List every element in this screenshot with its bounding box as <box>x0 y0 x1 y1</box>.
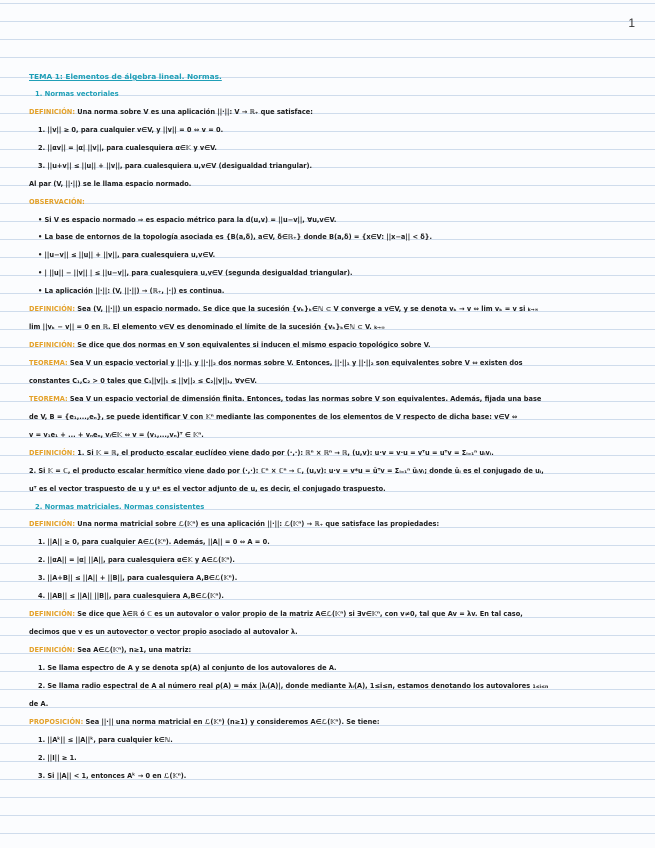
max-subscript: 1≤i≤n <box>532 684 549 690</box>
definition-norma-matricial <box>29 516 634 534</box>
property-item: 4. ||AB|| ≤ ||A|| ||B||, para cualesquiera A,B∈ℒ(𝕂ⁿ). <box>38 592 224 601</box>
definition-label: DEFINICIÓN: <box>29 448 75 457</box>
definition-autovalor <box>29 606 634 624</box>
definition-text: Se dice que dos normas en V son equivalentes si inducen el mismo espacio topológico sobre V. <box>74 341 431 350</box>
definition-producto-escalar-cont: 2. Si 𝕂 = ℂ, el producto escalar hermítico viene dado por (·,·): ℂⁿ × ℂⁿ → ℂ, (u,v): u·v = v*u = ūᵀv = Σᵢ₌₁ⁿ ūᵢvᵢ; donde ūᵢ es el conjugado de uᵢ, <box>29 466 544 475</box>
definition-label: DEFINICIÓN: <box>29 610 75 619</box>
definition-text: 1. Si 𝕂 = ℝ, el producto escalar euclídeo viene dado por (·,·): ℝⁿ × ℝⁿ → ℝ, (u,v): u·v = v·u = vᵀu = uᵀv = Σᵢ₌₁ⁿ uᵢvᵢ. <box>74 448 494 457</box>
chapter-title: TEMA 1: Elementos de álgebra lineal. Normas. <box>29 72 222 81</box>
notes-sheet <box>29 68 634 786</box>
espacio-normado-text: Al par (V, ||·||) se le llama espacio normado. <box>29 179 192 188</box>
definition-text: Una norma sobre V es una aplicación ||·||: V → ℝ₊ que satisface: <box>74 107 313 116</box>
observation-item: • La base de entornos de la topología asociada es {B(a,δ), a∈V, δ∈ℝ₊} donde B(a,δ) = {x∈V: ||x−a|| < δ}. <box>38 233 432 242</box>
page-number: 1 <box>628 16 635 30</box>
limit-subscript: k→∞ <box>374 326 385 332</box>
definition-text: lim ||vₖ − v|| = 0 en ℝ. El elemento v∈V es denominado el límite de la sucesión {vₖ}ₖ∈ℕ ⊂ V. <box>29 323 372 332</box>
theorem-equivalencia-cont: constantes C₁,C₂ > 0 tales que C₁||v||₁ ≤ ||v||₂ ≤ C₂||v||₁, ∀v∈V. <box>29 376 257 385</box>
proposition-item: 1. ||Aᵏ|| ≤ ||A||ᵏ, para cualquier k∈ℕ. <box>38 735 173 744</box>
proposition-item: 3. Si ||A|| < 1, entonces Aᵏ → 0 en ℒ(𝕂ⁿ). <box>38 771 187 780</box>
theorem-dimension-finita-cont: v = v₁e₁ + ... + vₙeₙ, vᵢ∈𝕂 ⇔ v = (v₁,...,vₙ)ᵀ ∈ 𝕂ⁿ. <box>29 430 204 439</box>
proposition-item: 2. ||I|| ≥ 1. <box>38 753 77 762</box>
property-item: 3. ||A+B|| ≤ ||A|| + ||B||, para cualesquiera A,B∈ℒ(𝕂ⁿ). <box>38 574 238 583</box>
definition-item-cont: de A. <box>29 699 49 708</box>
theorem-text: Sea V un espacio vectorial de dimensión finita. Entonces, todas las normas sobre V son equivalentes. Además, fijada una base <box>67 394 542 403</box>
definition-autovalor-cont: decimos que v es un autovector o vector propio asociado al autovalor λ. <box>29 628 298 637</box>
definition-label: DEFINICIÓN: <box>29 646 75 654</box>
definition-producto-escalar <box>29 445 634 463</box>
definition-producto-escalar-cont: uᵀ es el vector traspuesto de u y u* es el vector adjunto de u, es decir, el conjugado traspuesto. <box>29 484 386 493</box>
section-heading-normas-vectoriales: 1. Normas vectoriales <box>35 89 119 98</box>
definition-norma <box>29 104 634 122</box>
property-item: 2. ||αA|| = |α| ||A||, para cualesquiera α∈𝕂 y A∈ℒ(𝕂ⁿ). <box>38 556 235 565</box>
theorem-label: TEOREMA: <box>29 394 68 403</box>
definition-convergencia-cont <box>29 319 634 337</box>
observation-item: • ||u−v|| ≤ ||u|| + ||v||, para cualesquiera u,v∈V. <box>38 251 216 260</box>
limit-subscript: k→∞ <box>527 308 539 314</box>
definition-text: Se dice que λ∈ℝ ó ℂ es un autovalor o valor propio de la matriz A∈ℒ(𝕂ⁿ) si ∃v∈𝕂ⁿ, con v≠0, tal que Av = λv. En tal caso, <box>74 610 523 619</box>
property-item: 1. ||v|| ≥ 0, para cualquier v∈V, y ||v|| = 0 ⇔ v = 0. <box>38 125 224 134</box>
section-heading-normas-matriciales: 2. Normas matriciales. Normas consistentes <box>35 502 205 511</box>
observation-item: • La aplicación ||·||: (V, ||·||) → (ℝ₊, |·|) es continua. <box>38 287 225 296</box>
definition-equivalentes <box>29 337 634 355</box>
definition-item <box>29 678 634 696</box>
definition-item: 1. Se llama espectro de A y se denota sp(A) al conjunto de los autovalores de A. <box>38 663 337 672</box>
theorem-dimension-finita <box>29 391 634 409</box>
theorem-text: Sea V un espacio vectorial y ||·||₁ y ||·||₂ dos normas sobre V. Entonces, ||·||₁ y ||·||₂ son equivalentes sobre V ⇔ existen dos <box>67 359 523 367</box>
definition-label: DEFINICIÓN: <box>29 520 75 529</box>
property-item: 3. ||u+v|| ≤ ||u|| + ||v||, para cualesquiera u,v∈V (desigualdad triangular). <box>38 161 313 170</box>
observation-item: • | ||u|| − ||v|| | ≤ ||u−v||, para cualesquiera u,v∈V (segunda desigualdad triangular). <box>38 269 353 278</box>
definition-label: DEFINICIÓN: <box>29 305 75 314</box>
theorem-equivalencia <box>29 355 634 373</box>
definition-convergencia <box>29 301 634 319</box>
definition-espectro <box>29 642 634 660</box>
proposition-label: PROPOSICIÓN: <box>29 717 84 726</box>
definition-item-text: 2. Se llama radio espectral de A al número real ρ(A) = máx |λᵢ(A)|, donde mediante λᵢ(A), 1≤i≤n, estamos denotando los autovalores <box>38 681 531 690</box>
definition-text: Una norma matricial sobre ℒ(𝕂ⁿ) es una aplicación ||·||: ℒ(𝕂ⁿ) → ℝ₊ que satisface las propiedades: <box>74 520 440 529</box>
proposition <box>29 714 634 732</box>
theorem-dimension-finita-cont: de V, B = {e₁,...,eₙ}, se puede identificar V con 𝕂ⁿ mediante las componentes de los elementos de V respecto de dicha base: v∈V ⇔ <box>29 412 518 421</box>
proposition-text: Sea ||·|| una norma matricial en ℒ(𝕂ⁿ) (n≥1) y consideremos A∈ℒ(𝕂ⁿ). Se tiene: <box>83 717 380 726</box>
observation-label: OBSERVACIÓN: <box>29 197 85 206</box>
observation-item: • Si V es espacio normado ⇒ es espacio métrico para la d(u,v) = ||u−v||, ∀u,v∈V. <box>38 215 337 224</box>
definition-label: DEFINICIÓN: <box>29 341 75 350</box>
property-item: 2. ||αv|| = |α| ||v||, para cualesquiera α∈𝕂 y v∈V. <box>38 143 217 152</box>
definition-label: DEFINICIÓN: <box>29 107 75 116</box>
definition-text: Sea (V, ||·||) un espacio normado. Se dice que la sucesión {vₖ}ₖ∈ℕ ⊂ V converge a v∈V, y se denota vₖ → v ⇔ lim vₖ = v si <box>74 305 526 314</box>
theorem-label: TEOREMA: <box>29 359 68 367</box>
definition-text: Sea A∈ℒ(𝕂ⁿ), n≥1, una matriz: <box>74 646 192 654</box>
property-item: 1. ||A|| ≥ 0, para cualquier A∈ℒ(𝕂ⁿ). Además, ||A|| = 0 ⇔ A = 0. <box>38 538 270 547</box>
